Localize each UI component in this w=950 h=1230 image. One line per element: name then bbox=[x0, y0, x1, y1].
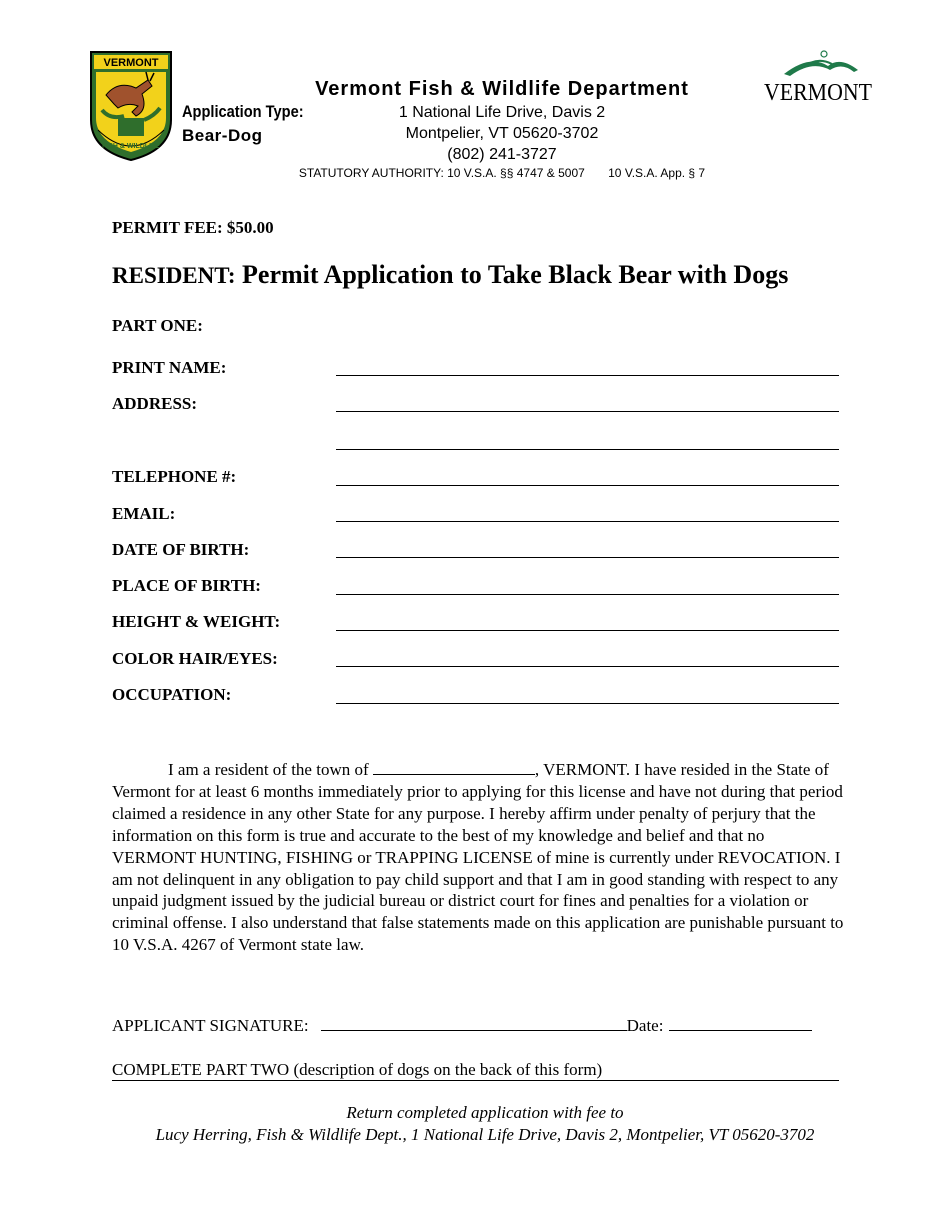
color-hair-eyes-field[interactable] bbox=[336, 666, 839, 667]
address-label: ADDRESS: bbox=[112, 394, 198, 413]
title-prefix: RESIDENT: bbox=[112, 263, 236, 288]
title-main: Permit Application to Take Black Bear with Dogs bbox=[235, 260, 789, 289]
department-phone: (802) 241-3727 bbox=[447, 146, 557, 163]
occupation-label: OCCUPATION: bbox=[112, 685, 232, 704]
date-label: Date: bbox=[626, 1016, 664, 1035]
declaration-lead: I am a resident of the town of bbox=[168, 760, 373, 779]
date-field[interactable] bbox=[669, 1016, 812, 1031]
department-name: Vermont Fish & Wildlife Department bbox=[315, 78, 689, 100]
declaration-body: , VERMONT. I have resided in the State of Vermont for at least 6 months immediately prior to applying for this license and have not during that period claimed a residence in any other State for any purpose. I hereby affirm under penalty of perjury that the information on this form is true and accurate to the best of my knowledge and belief and that no VERMONT HUNTING, FISHING or TRAPPING LICENSE of mine is currently under REVOCATION. I am not delinquent in any obligation to pay child support and that I am in good standing with respect to any unpaid judgment issued by the judicial bureau or district court for fines and penalties for a violation or criminal offense. I also understand that false statements made on this application are punishable pursuant to 10 V.S.A. 4267 of Vermont state law. bbox=[112, 760, 844, 955]
print-name-label: PRINT NAME: bbox=[112, 358, 227, 377]
telephone-label: TELEPHONE #: bbox=[112, 467, 237, 486]
logo-fish-wildlife-text: FISH & WILDLIFE bbox=[102, 143, 160, 150]
part-two-instruction: COMPLETE PART TWO (description of dogs on the back of this form) bbox=[112, 1060, 839, 1081]
telephone-field[interactable] bbox=[336, 485, 839, 486]
date-of-birth-field[interactable] bbox=[336, 557, 839, 558]
occupation-field[interactable] bbox=[336, 703, 839, 704]
residency-declaration bbox=[112, 759, 845, 956]
address-line-2: Montpelier, VT 05620-3702 bbox=[405, 125, 599, 142]
address-field-line-2[interactable] bbox=[336, 449, 839, 450]
signature-label: APPLICANT SIGNATURE: bbox=[112, 1016, 309, 1035]
signature-field[interactable] bbox=[321, 1016, 627, 1031]
place-of-birth-field[interactable] bbox=[336, 594, 839, 595]
email-label: EMAIL: bbox=[112, 504, 176, 523]
statutory-authority: STATUTORY AUTHORITY: 10 V.S.A. §§ 4747 & 5007 10 V.S.A. App. § 7 bbox=[298, 166, 706, 180]
form-title bbox=[112, 260, 788, 290]
town-field[interactable] bbox=[373, 760, 535, 775]
print-name-field[interactable] bbox=[336, 375, 839, 376]
permit-fee: PERMIT FEE: $50.00 bbox=[112, 218, 274, 237]
date-of-birth-label: DATE OF BIRTH: bbox=[112, 540, 250, 559]
vermont-wordmark: VERMONT bbox=[764, 80, 873, 106]
part-one-heading: PART ONE: bbox=[112, 316, 203, 335]
application-type-label: Application Type: bbox=[182, 102, 304, 121]
height-weight-field[interactable] bbox=[336, 630, 839, 631]
email-field[interactable] bbox=[336, 521, 839, 522]
height-weight-label: HEIGHT & WEIGHT: bbox=[112, 612, 281, 631]
signature-row bbox=[112, 1016, 839, 1036]
return-instruction: Return completed application with fee to bbox=[346, 1103, 624, 1122]
place-of-birth-label: PLACE OF BIRTH: bbox=[112, 576, 261, 595]
address-line-1: 1 National Life Drive, Davis 2 bbox=[398, 104, 606, 121]
logo-vermont-text: VERMONT bbox=[103, 57, 159, 69]
color-hair-eyes-label: COLOR HAIR/EYES: bbox=[112, 649, 278, 668]
application-type-value: Bear-Dog bbox=[182, 126, 263, 145]
return-address: Lucy Herring, Fish & Wildlife Dept., 1 National Life Drive, Davis 2, Montpelier, VT 05620-3702 bbox=[155, 1125, 815, 1144]
address-field-line-1[interactable] bbox=[336, 411, 839, 412]
